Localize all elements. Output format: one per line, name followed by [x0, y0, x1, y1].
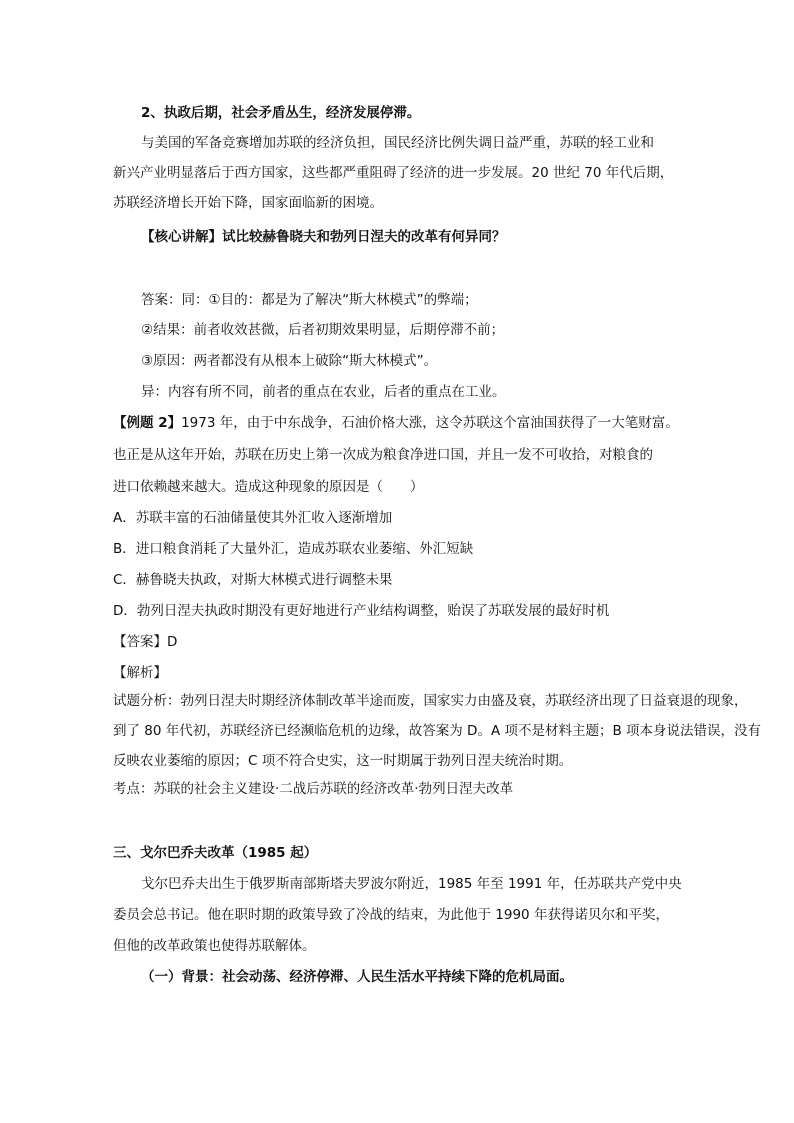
section-2-paragraph-line: 与美国的军备竞赛增加苏联的经济负担，国民经济比例失调日益严重，苏联的轻工业和	[141, 135, 654, 151]
example-2-stem-line: 进口依赖越来越大。造成这种现象的原因是（ ）	[113, 479, 424, 495]
section-2-paragraph-line: 新兴产业明显落后于西方国家，这些都严重阻碍了经济的进一步发展。20 世纪 70 年代后期，	[113, 165, 674, 181]
example-2-option-d: D．勃列日涅夫执政时期没有更好地进行产业结构调整，贻误了苏联发展的最好时机	[113, 603, 610, 619]
example-2-key-point: 考点：苏联的社会主义建设·二战后苏联的经济改革·勃列日涅夫改革	[113, 781, 514, 797]
section-2-paragraph-line: 苏联经济增长开始下降，国家面临新的困境。	[113, 195, 383, 211]
core-explanation-question: 【核心讲解】试比较赫鲁晓夫和勃列日涅夫的改革有何异同？	[141, 229, 506, 245]
example-2-stem-line: 也正是从这年开始，苏联在历史上第一次成为粮食净进口国，并且一发不可收拾，对粮食的	[113, 447, 653, 463]
example-2-analysis-line: 试题分析：勃列日涅夫时期经济体制改革半途而废，国家实力由盛及衰，苏联经济出现了日益衰退的现象，	[113, 693, 748, 709]
section-3-paragraph-line: 委员会总书记。他在职时期的政策导致了冷战的结束，为此他于 1990 年获得诺贝尔和平奖，	[113, 907, 669, 923]
example-2-analysis-line: 反映农业萎缩的原因；C 项不符合史实，这一时期属于勃列日涅夫统治时期。	[113, 753, 573, 769]
example-2-option-b: B．进口粮食消耗了大量外汇，造成苏联农业萎缩、外汇短缺	[113, 541, 474, 557]
section-3-sub-heading: （一）背景：社会动荡、经济停滞、人民生活水平持续下降的危机局面。	[141, 969, 573, 985]
example-2-answer: 【答案】D	[113, 634, 178, 650]
example-2-analysis-label: 【解析】	[113, 665, 167, 681]
section-2-heading: 2、执政后期，社会矛盾丛生，经济发展停滞。	[141, 105, 421, 121]
core-explanation-answer-line: ②结果：前者收效甚微，后者初期效果明显，后期停滞不前；	[141, 322, 505, 338]
example-2-option-a: A．苏联丰富的石油储量使其外汇收入逐渐增加	[113, 510, 393, 526]
example-2-label: 【例题 2】	[113, 415, 182, 431]
section-3-heading: 三、戈尔巴乔夫改革（1985 起）	[113, 845, 318, 861]
example-2-option-c: C．赫鲁晓夫执政，对斯大林模式进行调整未果	[113, 572, 393, 588]
section-3-paragraph-line: 但他的改革政策也使得苏联解体。	[113, 938, 316, 954]
core-explanation-answer-line: 答案：同：①目的：都是为了解决“斯大林模式”的弊端；	[141, 292, 478, 308]
core-explanation-answer-line: 异：内容有所不同，前者的重点在农业，后者的重点在工业。	[141, 384, 506, 400]
core-explanation-answer-line: ③原因：两者都没有从根本上破除“斯大林模式”。	[141, 353, 438, 369]
example-2-stem-line: 1973 年，由于中东战争，石油价格大涨，这令苏联这个富油国获得了一大笔财富。	[181, 415, 679, 431]
example-2-analysis-line: 到了 80 年代初，苏联经济已经濒临危机的边缘，故答案为 D。A 项不是材料主题；B 项本身说法错误，没有	[113, 723, 762, 739]
example-2-first-line	[113, 413, 679, 433]
section-3-paragraph-line: 戈尔巴乔夫出生于俄罗斯南部斯塔夫罗波尔附近，1985 年至 1991 年，任苏联共产党中央	[141, 876, 682, 892]
